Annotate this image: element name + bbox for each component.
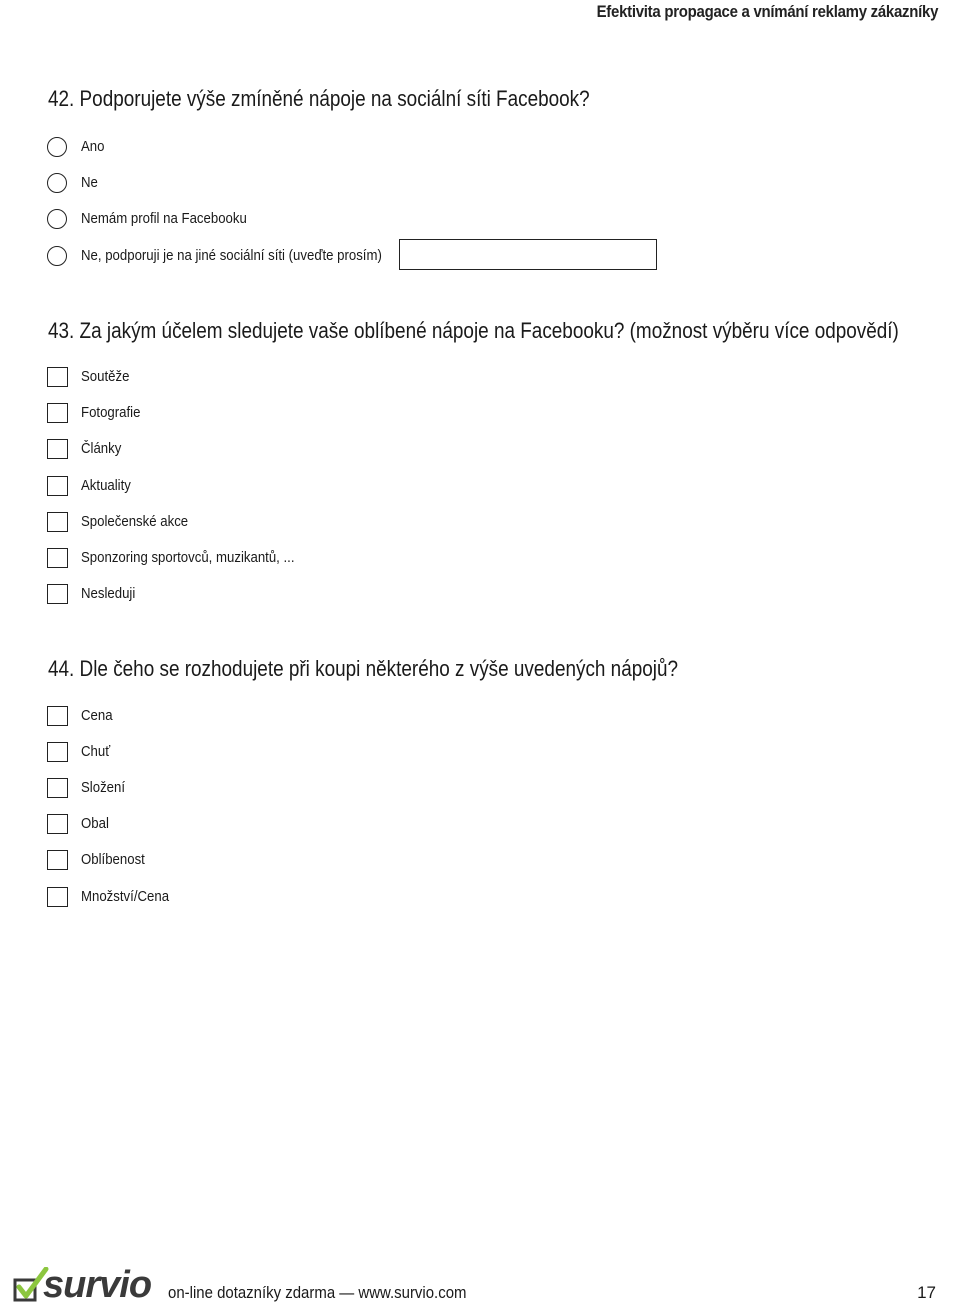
checkbox[interactable]	[47, 403, 68, 423]
option-label: Obal	[81, 815, 109, 832]
q42-option-no-profile[interactable]	[47, 208, 247, 230]
radio-button[interactable]	[47, 246, 67, 266]
q43-option-soutieze[interactable]	[47, 366, 130, 388]
option-label: Soutěže	[81, 368, 130, 385]
q42-option-ne[interactable]	[47, 172, 98, 194]
q43-option-clanky[interactable]	[47, 438, 122, 460]
option-label: Ano	[81, 138, 105, 155]
page-header-title: Efektivita propagace a vnímání reklamy zákazníky	[596, 2, 938, 21]
survio-logo	[13, 1264, 152, 1306]
q44-option-obal[interactable]	[47, 813, 109, 835]
option-label: Cena	[81, 707, 113, 724]
checkbox[interactable]	[47, 778, 68, 798]
checkbox[interactable]	[47, 742, 68, 762]
radio-button[interactable]	[47, 209, 67, 229]
q44-option-cena[interactable]	[47, 705, 113, 727]
page-footer	[0, 1262, 960, 1305]
option-label: Množství/Cena	[81, 888, 170, 905]
option-label: Nesleduji	[81, 585, 136, 602]
option-label: Společenské akce	[81, 513, 189, 530]
other-network-input[interactable]	[399, 239, 657, 270]
option-label: Ne, podporuji je na jiné sociální síti (uveďte prosím)	[81, 247, 382, 264]
question-44-title: 44. Dle čeho se rozhodujete při koupi některého z výše uvedených nápojů?	[48, 656, 679, 681]
option-label: Články	[81, 440, 122, 457]
radio-button[interactable]	[47, 137, 67, 157]
checkbox[interactable]	[47, 439, 68, 459]
question-43-title: 43. Za jakým účelem sledujete vaše oblíbené nápoje na Facebooku? (možnost výběru více odpovědí)	[48, 318, 899, 343]
option-label: Chuť	[81, 743, 111, 760]
checkbox[interactable]	[47, 850, 68, 870]
option-label: Složení	[81, 779, 126, 796]
checkbox[interactable]	[47, 584, 68, 604]
checkbox[interactable]	[47, 814, 68, 834]
option-label: Ne	[81, 174, 98, 191]
q42-option-ano[interactable]	[47, 136, 105, 158]
checkbox[interactable]	[47, 476, 68, 496]
q42-option-other-network[interactable]	[47, 245, 382, 267]
q44-option-oblibenost[interactable]	[47, 849, 145, 871]
checkbox[interactable]	[47, 367, 68, 387]
checkbox[interactable]	[47, 706, 68, 726]
checkbox[interactable]	[47, 512, 68, 532]
q44-option-slozeni[interactable]	[47, 777, 126, 799]
logo-text: survio	[43, 1264, 152, 1306]
footer-link-text[interactable]: on-line dotazníky zdarma — www.survio.com	[168, 1283, 467, 1302]
q44-option-chut[interactable]	[47, 741, 111, 763]
q43-option-spolecenske-akce[interactable]	[47, 511, 189, 533]
checkbox[interactable]	[47, 548, 68, 568]
q44-option-mnozstvi-cena[interactable]	[47, 886, 170, 908]
option-label: Nemám profil na Facebooku	[81, 210, 247, 227]
page-number: 17	[917, 1283, 936, 1302]
q43-option-nesleduji[interactable]	[47, 583, 136, 605]
option-label: Oblíbenost	[81, 851, 145, 868]
checkbox[interactable]	[47, 887, 68, 907]
radio-button[interactable]	[47, 173, 67, 193]
q43-option-sponzoring[interactable]	[47, 547, 295, 569]
option-label: Sponzoring sportovců, muzikantů, ...	[81, 549, 295, 566]
question-42-title: 42. Podporujete výše zmíněné nápoje na sociální síti Facebook?	[48, 86, 590, 111]
q43-option-aktuality[interactable]	[47, 475, 131, 497]
option-label: Fotografie	[81, 404, 141, 421]
q43-option-fotografie[interactable]	[47, 402, 141, 424]
option-label: Aktuality	[81, 477, 131, 494]
